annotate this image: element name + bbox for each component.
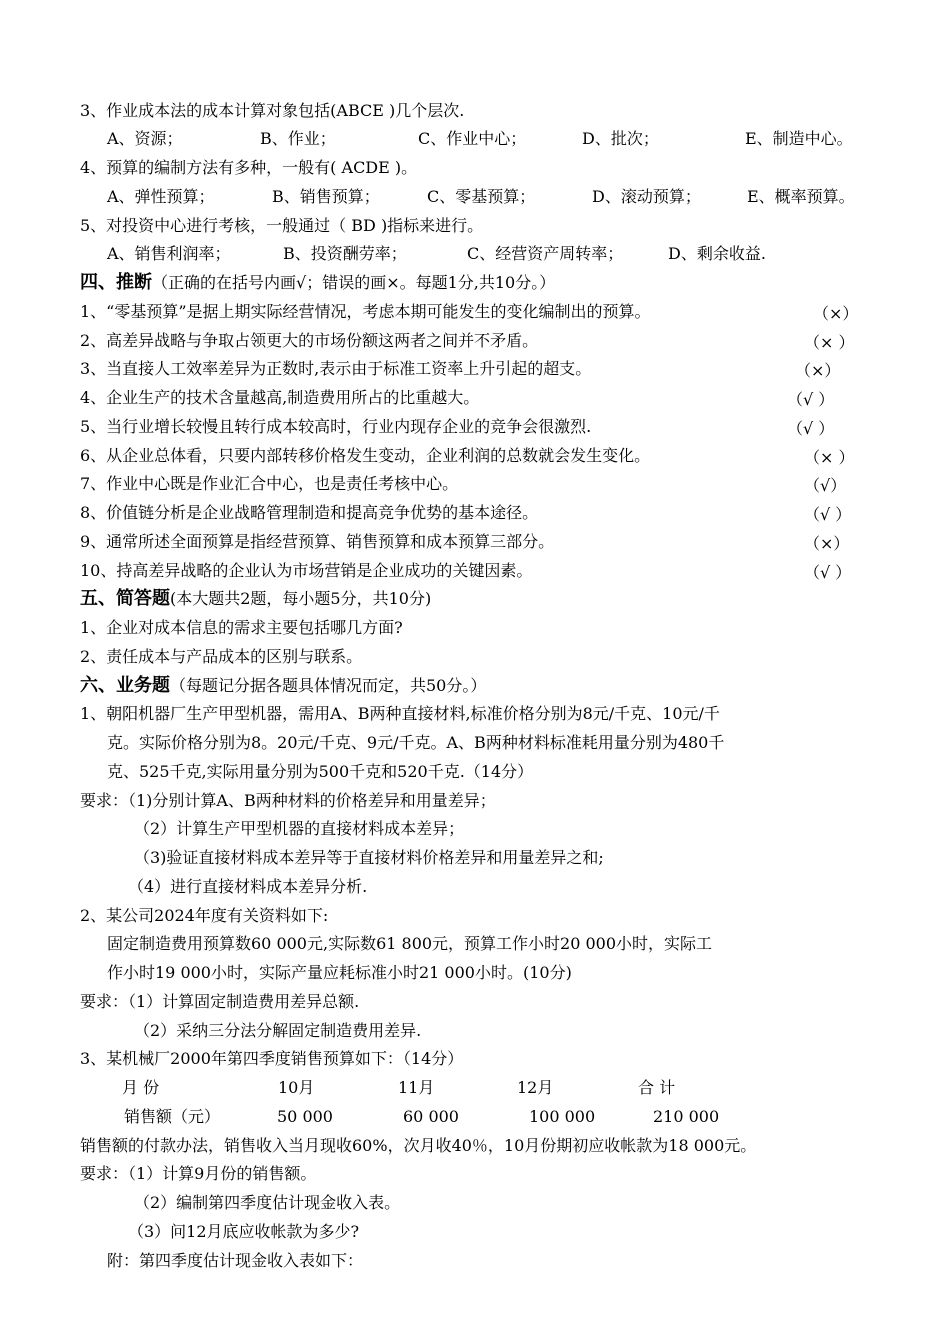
- problem-2-line: 2、某公司2024年度有关资料如下:: [80, 906, 329, 925]
- sales-table-header: [0, 1077, 950, 1099]
- question-5: 5、对投资中心进行考核，一般通过（ BD )指标来进行。: [80, 216, 484, 235]
- section-6-title: 六、业务题: [80, 675, 170, 696]
- table-header-cell: 10月: [278, 1078, 315, 1097]
- table-cell: 210 000: [653, 1107, 720, 1126]
- table-cell: 60 000: [403, 1107, 459, 1126]
- section-4-note: （正确的在括号内画√；错误的画×。每题1分,共10分。）: [152, 273, 556, 292]
- table-header-cell: 月 份: [122, 1078, 160, 1097]
- problem-1-line: 克、525千克,实际用量分别为500千克和520千克.（14分）: [107, 762, 534, 781]
- section-6-heading: [80, 675, 486, 697]
- table-header-cell: 12月: [517, 1078, 554, 1097]
- problem-3-requirement: （2）编制第四季度估计现金收入表。: [134, 1193, 401, 1212]
- section-6-note: （每题记分据各题具体情况而定，共50分。）: [170, 676, 487, 695]
- section-5-note: (本大题共2题，每小题5分，共10分): [170, 589, 432, 608]
- judgement-mark: （×）: [813, 304, 859, 323]
- problem-3-appendix: 附：第四季度估计现金收入表如下：: [107, 1251, 364, 1270]
- judgement-item: 9、通常所述全面预算是指经营预算、销售预算和成本预算三部分。: [80, 532, 555, 551]
- judgement-mark: （√）: [804, 476, 847, 495]
- problem-2-requirement: （2）采纳三分法分解固定制造费用差异.: [134, 1021, 422, 1040]
- question-4-options: [0, 186, 950, 208]
- problem-1-line: 克。实际价格分别为8。20元/千克、9元/千克。A、B两种材料标准耗用量分别为480千: [107, 733, 725, 752]
- option-e: E、制造中心。: [745, 129, 853, 148]
- judgement-item: 1、“零基预算”是据上期实际经营情况，考虑本期可能发生的变化编制出的预算。: [80, 302, 651, 321]
- question-3-options: [0, 128, 950, 150]
- table-cell: 50 000: [277, 1107, 333, 1126]
- judgement-mark: （×）: [795, 361, 841, 380]
- problem-3-line: 销售额的付款办法，销售收入当月现收60%，次月收40％，10月份期初应收帐款为18 000元。: [80, 1136, 757, 1155]
- judgement-item: 7、作业中心既是作业汇合中心，也是责任考核中心。: [80, 474, 459, 493]
- option-a: A、弹性预算；: [107, 187, 215, 206]
- option-c: C、作业中心；: [418, 129, 527, 148]
- table-cell: 销售额（元）: [124, 1107, 221, 1126]
- problem-1-requirement: 要求：（1)分别计算A、B两种材料的价格差异和用量差异；: [80, 791, 496, 810]
- option-e: E、概率预算。: [747, 187, 855, 206]
- section-4-title: 四、推断: [80, 272, 152, 293]
- judgement-mark: （×）: [804, 534, 850, 553]
- problem-2-requirement: 要求：（1）计算固定制造费用差异总额.: [80, 992, 360, 1011]
- problem-3-requirement: （3）问12月底应收帐款为多少?: [128, 1222, 360, 1241]
- option-a: A、销售利润率；: [107, 244, 231, 263]
- judgement-mark: （× ）: [804, 333, 855, 352]
- problem-3-line: 3、某机械厂2000年第四季度销售预算如下：（14分）: [80, 1049, 464, 1068]
- judgement-mark: （× ）: [804, 448, 855, 467]
- question-3: 3、作业成本法的成本计算对象包括(ABCE )几个层次.: [80, 101, 465, 120]
- option-b: B、作业；: [260, 129, 336, 148]
- problem-2-line: 作小时19 000小时，实际产量应耗标准小时21 000小时。(10分): [107, 963, 572, 982]
- option-a: A、资源；: [107, 129, 183, 148]
- table-header-cell: 11月: [398, 1078, 435, 1097]
- option-b: B、销售预算；: [272, 187, 380, 206]
- option-c: C、经营资产周转率；: [467, 244, 624, 263]
- judgement-item: 6、从企业总体看，只要内部转移价格发生变动，企业利润的总数就会发生变化。: [80, 446, 651, 465]
- judgement-item: 4、企业生产的技术含量越高,制造费用所占的比重越大。: [80, 388, 480, 407]
- short-answer-item: 2、责任成本与产品成本的区别与联系。: [80, 647, 363, 666]
- question-5-options: [0, 243, 950, 265]
- table-cell: 100 000: [529, 1107, 596, 1126]
- problem-1-requirement: （3)验证直接材料成本差异等于直接材料价格差异和用量差异之和;: [134, 848, 604, 867]
- judgement-item: 8、价值链分析是企业战略管理制造和提高竞争优势的基本途径。: [80, 503, 539, 522]
- table-header-cell: 合 计: [638, 1078, 676, 1097]
- option-d: D、批次；: [582, 129, 659, 148]
- judgement-item: 3、当直接人工效率差异为正数时,表示由于标准工资率上升引起的超支。: [80, 359, 592, 378]
- problem-1-requirement: （2）计算生产甲型机器的直接材料成本差异；: [134, 819, 465, 838]
- judgement-item: 5、当行业增长较慢且转行成本较高时，行业内现存企业的竞争会很激烈.: [80, 417, 592, 436]
- section-5-heading: [80, 588, 431, 610]
- option-b: B、投资酬劳率；: [283, 244, 407, 263]
- judgement-mark: （√ ）: [787, 390, 835, 409]
- judgement-mark: （√ ）: [804, 563, 852, 582]
- option-d: D、滚动预算；: [592, 187, 701, 206]
- short-answer-item: 1、企业对成本信息的需求主要包括哪几方面?: [80, 618, 403, 637]
- judgement-mark: （√ ）: [787, 419, 835, 438]
- problem-3-requirement: 要求：（1）计算9月份的销售额。: [80, 1164, 317, 1183]
- judgement-item: 2、高差异战略与争取占领更大的市场份额这两者之间并不矛盾。: [80, 331, 539, 350]
- problem-1-line: 1、朝阳机器厂生产甲型机器，需用A、B两种直接材料,标准价格分别为8元/千克、10元/千: [80, 704, 720, 723]
- judgement-item: 10、持高差异战略的企业认为市场营销是企业成功的关键因素。: [80, 561, 533, 580]
- problem-2-line: 固定制造费用预算数60 000元,实际数61 800元，预算工作小时20 000小时，实际工: [107, 934, 713, 953]
- judgement-mark: （√ ）: [804, 505, 852, 524]
- option-d: D、剩余收益.: [668, 244, 766, 263]
- problem-1-requirement: （4）进行直接材料成本差异分析.: [128, 877, 368, 896]
- question-4: 4、预算的编制方法有多种，一般有( ACDE )。: [80, 158, 418, 177]
- section-5-title: 五、简答题: [80, 588, 170, 609]
- sales-table-row: [0, 1106, 950, 1128]
- option-c: C、零基预算；: [427, 187, 536, 206]
- section-4-heading: [80, 272, 555, 294]
